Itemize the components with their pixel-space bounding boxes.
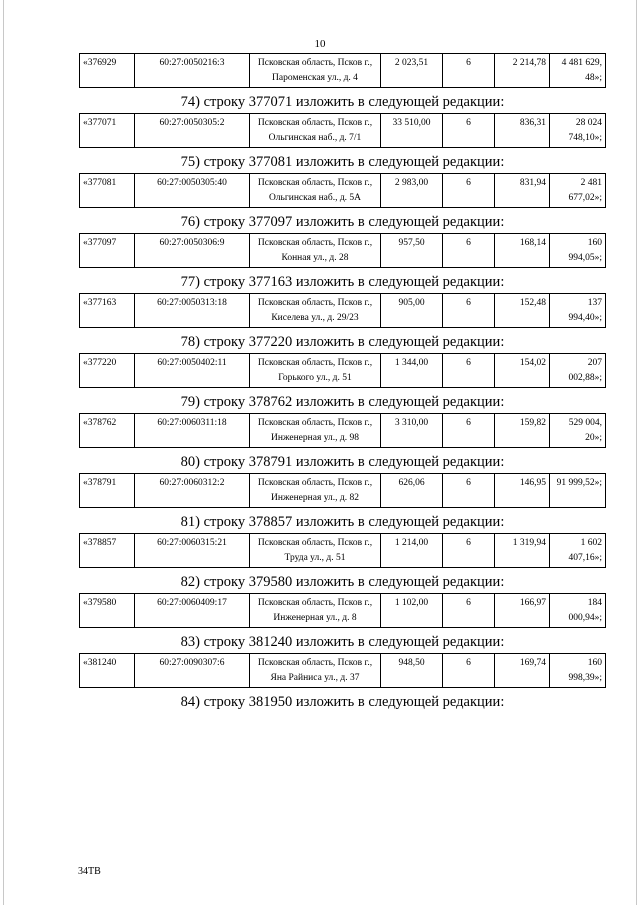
cadastral-number: 60:27:0090307:6 [135, 654, 250, 688]
price-value: 831,94 [495, 174, 550, 208]
total-value: 4 481 629, 48»; [550, 54, 606, 88]
price-value: 1 319,94 [495, 534, 550, 568]
total-value: 207 002,88»; [550, 354, 606, 388]
row-id: «378857 [80, 534, 135, 568]
price-value: 168,14 [495, 234, 550, 268]
address: Псковская область, Псков г., Инженерная ул., д. 8 [250, 594, 381, 628]
cadastral-number: 60:27:0050313:18 [135, 294, 250, 328]
total-value: 2 481 677,02»; [550, 174, 606, 208]
address: Псковская область, Псков г., Конная ул., д. 28 [250, 234, 381, 268]
cadastral-number: 60:27:0050306:9 [135, 234, 250, 268]
address: Псковская область, Псков г., Горького ул., д. 51 [250, 354, 381, 388]
price-value: 146,95 [495, 474, 550, 508]
price-value: 836,31 [495, 114, 550, 148]
row-id: «377163 [80, 294, 135, 328]
total-value: 91 999,52»; [550, 474, 606, 508]
row-id: «381240 [80, 654, 135, 688]
section-heading: 74) строку 377071 изложить в следующей редакции: [180, 94, 505, 110]
row-id: «377081 [80, 174, 135, 208]
section-heading: 79) строку 378762 изложить в следующей редакции: [180, 394, 505, 410]
scan-edge-right [636, 0, 637, 905]
price-value: 152,48 [495, 294, 550, 328]
table-row [79, 113, 606, 148]
price-value: 169,74 [495, 654, 550, 688]
section-heading: 84) строку 381950 изложить в следующей редакции: [180, 694, 505, 710]
total-value: 137 994,40»; [550, 294, 606, 328]
table-row [79, 533, 606, 568]
rate-value: 6 [443, 234, 495, 268]
cadastral-number: 60:27:0060312:2 [135, 474, 250, 508]
table-row [79, 53, 606, 88]
address: Псковская область, Псков г., Пароменская ул., д. 4 [250, 54, 381, 88]
cadastral-number: 60:27:0060311:18 [135, 414, 250, 448]
document-body [79, 53, 606, 713]
area-value: 626,06 [381, 474, 443, 508]
page-number: 10 [314, 38, 326, 50]
rate-value: 6 [443, 114, 495, 148]
row-id: «376929 [80, 54, 135, 88]
table-row [79, 593, 606, 628]
area-value: 957,50 [381, 234, 443, 268]
row-id: «377097 [80, 234, 135, 268]
rate-value: 6 [443, 654, 495, 688]
cadastral-number: 60:27:0050305:40 [135, 174, 250, 208]
total-value: 1 602 407,16»; [550, 534, 606, 568]
total-value: 529 004, 20»; [550, 414, 606, 448]
cadastral-number: 60:27:0050216:3 [135, 54, 250, 88]
section-heading: 82) строку 379580 изложить в следующей редакции: [180, 574, 505, 590]
area-value: 1 214,00 [381, 534, 443, 568]
section-heading: 78) строку 377220 изложить в следующей редакции: [180, 334, 505, 350]
row-id: «377220 [80, 354, 135, 388]
rate-value: 6 [443, 174, 495, 208]
area-value: 3 310,00 [381, 414, 443, 448]
cadastral-number: 60:27:0060315:21 [135, 534, 250, 568]
address: Псковская область, Псков г., Инженерная ул., д. 98 [250, 414, 381, 448]
area-value: 948,50 [381, 654, 443, 688]
price-value: 2 214,78 [495, 54, 550, 88]
scan-edge-left [3, 0, 4, 905]
cadastral-number: 60:27:0060409:17 [135, 594, 250, 628]
address: Псковская область, Псков г., Труда ул., д. 51 [250, 534, 381, 568]
area-value: 33 510,00 [381, 114, 443, 148]
rate-value: 6 [443, 54, 495, 88]
rate-value: 6 [443, 414, 495, 448]
table-row [79, 173, 606, 208]
row-id: «378762 [80, 414, 135, 448]
footer-code: 34ТВ [78, 866, 101, 877]
price-value: 159,82 [495, 414, 550, 448]
total-value: 160 994,05»; [550, 234, 606, 268]
section-heading: 81) строку 378857 изложить в следующей редакции: [180, 514, 505, 530]
address: Псковская область, Псков г., Яна Райниса ул., д. 37 [250, 654, 381, 688]
total-value: 160 998,39»; [550, 654, 606, 688]
rate-value: 6 [443, 534, 495, 568]
table-row [79, 413, 606, 448]
section-heading: 76) строку 377097 изложить в следующей редакции: [180, 214, 505, 230]
table-row [79, 233, 606, 268]
section-heading: 80) строку 378791 изложить в следующей редакции: [180, 454, 505, 470]
row-id: «379580 [80, 594, 135, 628]
table-row [79, 473, 606, 508]
section-heading: 83) строку 381240 изложить в следующей редакции: [180, 634, 505, 650]
rate-value: 6 [443, 294, 495, 328]
area-value: 905,00 [381, 294, 443, 328]
table-row [79, 293, 606, 328]
total-value: 28 024 748,10»; [550, 114, 606, 148]
price-value: 166,97 [495, 594, 550, 628]
area-value: 2 983,00 [381, 174, 443, 208]
address: Псковская область, Псков г., Инженерная ул., д. 82 [250, 474, 381, 508]
area-value: 2 023,51 [381, 54, 443, 88]
table-row [79, 653, 606, 688]
row-id: «378791 [80, 474, 135, 508]
address: Псковская область, Псков г., Ольгинская наб., д. 5А [250, 174, 381, 208]
table-row [79, 353, 606, 388]
total-value: 184 000,94»; [550, 594, 606, 628]
rate-value: 6 [443, 474, 495, 508]
row-id: «377071 [80, 114, 135, 148]
section-heading: 77) строку 377163 изложить в следующей редакции: [180, 274, 505, 290]
price-value: 154,02 [495, 354, 550, 388]
rate-value: 6 [443, 594, 495, 628]
address: Псковская область, Псков г., Ольгинская наб., д. 7/1 [250, 114, 381, 148]
area-value: 1 102,00 [381, 594, 443, 628]
cadastral-number: 60:27:0050402:11 [135, 354, 250, 388]
address: Псковская область, Псков г., Киселева ул., д. 29/23 [250, 294, 381, 328]
area-value: 1 344,00 [381, 354, 443, 388]
cadastral-number: 60:27:0050305:2 [135, 114, 250, 148]
section-heading: 75) строку 377081 изложить в следующей редакции: [180, 154, 505, 170]
rate-value: 6 [443, 354, 495, 388]
